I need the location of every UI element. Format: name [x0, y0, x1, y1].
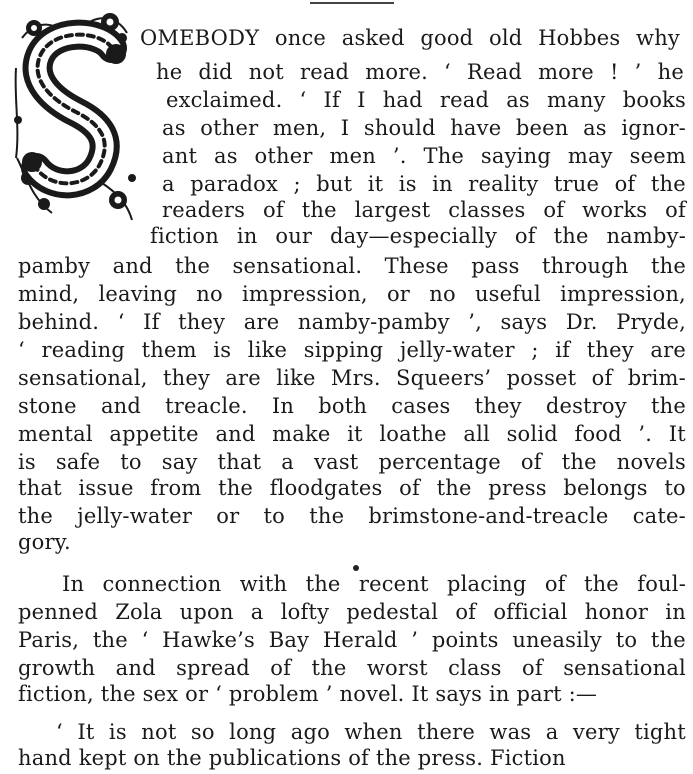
- p1-line-10: mind, leaving no impression, or no useful impression,: [18, 282, 686, 306]
- p1-line-1: OMEBODY once asked good old Hobbes why: [140, 26, 680, 50]
- p1-line-5: ant as other men ’. The saying may seem: [162, 144, 686, 168]
- p1-line-19: gory.: [18, 530, 71, 554]
- p1-line-9: pamby and the sensational. These pass through the: [18, 254, 686, 278]
- p1-line-4: as other men, I should have been as ignor-: [162, 116, 686, 140]
- p1-line-3: exclaimed. ‘ If I had read as many books: [166, 88, 686, 112]
- p1-line-7: readers of the largest classes of works of: [162, 198, 686, 222]
- p3-line-2: hand kept on the publications of the press. Fiction: [18, 746, 566, 770]
- p2-line-5: fiction, the sex or ‘ problem ’ novel. It says in part :—: [18, 682, 598, 706]
- p1-line-16: is safe to say that a vast percentage of the novels: [18, 450, 686, 474]
- p2-line-1: In connection with the recent placing of the foul-: [62, 572, 686, 596]
- p1-line-14: stone and treacle. In both cases they destroy the: [18, 394, 686, 418]
- p3-line-1: ‘ It is not so long ago when there was a very tight: [56, 720, 686, 744]
- p1-line-2: he did not read more. ‘ Read more ! ’ he: [156, 60, 684, 84]
- p1-line-12: ‘ reading them is like sipping jelly-water ; if they are: [18, 338, 686, 362]
- p2-line-2: penned Zola upon a lofty pedestal of official honor in: [18, 600, 686, 624]
- top-rule: [310, 2, 394, 4]
- p1-line-8: fiction in our day—especially of the namby-: [150, 224, 686, 248]
- p1-line-11: behind. ‘ If they are namby-pamby ’, says Dr. Pryde,: [18, 310, 686, 334]
- p2-line-3: Paris, the ‘ Hawke’s Bay Herald ’ points uneasily to the: [18, 628, 686, 652]
- p1-line-17: that issue from the floodgates of the press belongs to: [18, 476, 686, 500]
- ornamental-dropcap: [12, 8, 136, 224]
- ink-dot: [353, 565, 359, 571]
- p1-line-18: the jelly-water or to the brimstone-and-treacle cate-: [18, 504, 686, 528]
- p2-line-4: growth and spread of the worst class of sensational: [18, 656, 686, 680]
- p1-line-15: mental appetite and make it loathe all solid food ’. It: [18, 422, 686, 446]
- p1-line-6: a paradox ; but it is in reality true of the: [162, 172, 686, 196]
- p1-line-13: sensational, they are like Mrs. Squeers’ posset of brim-: [18, 366, 686, 390]
